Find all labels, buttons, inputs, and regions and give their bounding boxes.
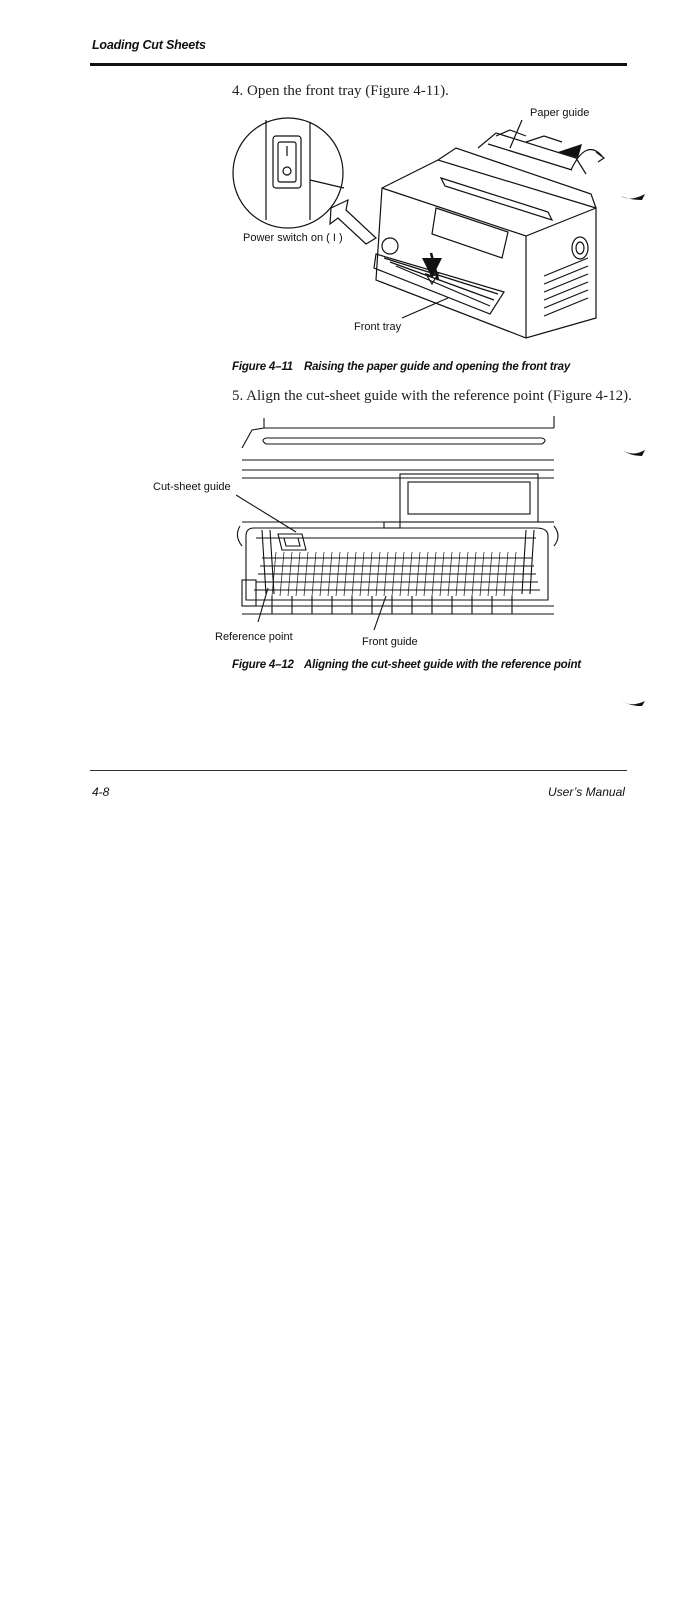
cut-sheet-guide	[262, 530, 274, 594]
step-5-text: 5. Align the cut-sheet guide with the reference point (Figure 4-12).	[232, 388, 632, 404]
figure-4-11-caption-text: Raising the paper guide and opening the front tray	[304, 361, 571, 373]
printer-display-panel	[400, 474, 538, 522]
label-reference-point: Reference point	[215, 631, 293, 643]
front-guide	[272, 596, 512, 614]
figure-4-12-illustration	[236, 410, 566, 630]
cut-sheet-tray	[246, 528, 548, 600]
page-number: 4-8	[92, 785, 110, 799]
printer-knob	[572, 237, 588, 259]
label-cut-sheet-guide: Cut-sheet guide	[153, 481, 231, 493]
printer-display-window	[432, 208, 508, 258]
manual-title: User’s Manual	[548, 785, 625, 799]
figure-4-12-number: Figure 4–12	[232, 659, 294, 671]
figure-4-11-number: Figure 4–11	[232, 361, 293, 373]
label-front-tray: Front tray	[354, 321, 402, 333]
step-4-text: 4. Open the front tray (Figure 4-11).	[232, 83, 449, 99]
label-front-guide: Front guide	[362, 636, 418, 648]
figure-4-11-illustration	[226, 108, 626, 343]
label-paper-guide: Paper guide	[530, 107, 590, 119]
figure-4-11-caption	[232, 361, 570, 373]
power-switch-magnifier	[233, 118, 343, 228]
header-rule	[90, 63, 627, 66]
label-power-switch: Power switch on ( I )	[243, 232, 343, 244]
printer-body	[376, 160, 596, 338]
figure-4-12-caption-text: Aligning the cut-sheet guide with the reference point	[304, 659, 581, 671]
binding-mark-3	[620, 696, 646, 708]
page-header-title: Loading Cut Sheets	[92, 38, 206, 52]
binding-mark-1	[620, 190, 646, 202]
binding-mark-2	[620, 444, 646, 458]
power-switch-icon	[273, 136, 301, 188]
figure-4-12-caption	[232, 659, 581, 671]
reference-point	[242, 580, 256, 606]
footer-rule	[90, 770, 627, 771]
